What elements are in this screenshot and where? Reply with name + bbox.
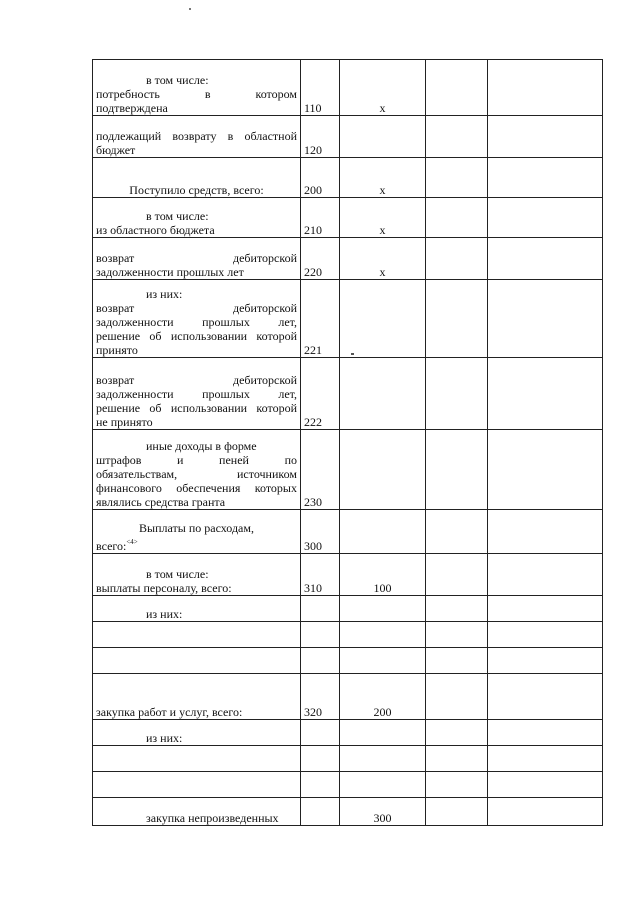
row-name-line: принято [96, 343, 138, 357]
empty-value-cell [426, 798, 488, 826]
empty-value-cell [488, 674, 603, 720]
row-code-cell: 310 [301, 554, 340, 596]
row-name-line: возврат дебиторской [96, 373, 297, 387]
row-code-cell: 300 [301, 510, 340, 554]
row-value-cell [340, 280, 426, 358]
row-name-cell [93, 358, 301, 430]
empty-value-cell [488, 554, 603, 596]
table-row [93, 238, 603, 280]
empty-value-cell [488, 798, 603, 826]
row-name-cell [93, 510, 301, 554]
row-name-line [96, 633, 297, 647]
row-value-cell [340, 430, 426, 510]
row-name-line: задолженности прошлых лет, [96, 315, 297, 329]
table-row [93, 554, 603, 596]
row-code-cell: 222 [301, 358, 340, 430]
row-code-cell: 230 [301, 430, 340, 510]
row-name-line: Поступило средств, всего: [129, 183, 264, 197]
row-name-line: задолженности прошлых лет, [96, 387, 297, 401]
empty-value-cell [488, 238, 603, 280]
row-name-line: закупка непроизведенных [146, 811, 279, 825]
row-code-cell [301, 746, 340, 772]
empty-value-cell [426, 198, 488, 238]
row-name-line: решение об использовании которой [96, 329, 297, 343]
row-name-line: в том числе: [146, 567, 209, 581]
empty-value-cell [488, 648, 603, 674]
row-name-line: задолженности прошлых лет [96, 265, 244, 279]
row-value-cell [340, 772, 426, 798]
row-value-cell [340, 116, 426, 158]
table-row [93, 198, 603, 238]
table-row [93, 430, 603, 510]
row-name-line: в том числе: [146, 209, 209, 223]
row-value-cell: x [340, 198, 426, 238]
row-name-cell [93, 596, 301, 622]
row-name-line: подтверждена [96, 101, 168, 115]
row-code-cell: 200 [301, 158, 340, 198]
empty-value-cell [426, 60, 488, 116]
empty-value-cell [488, 158, 603, 198]
row-name-line [96, 757, 297, 771]
row-name-line: всего:$^{<4>}$ [96, 538, 138, 553]
row-code-cell [301, 622, 340, 648]
scan-speck [189, 8, 191, 10]
empty-value-cell [488, 510, 603, 554]
row-name-line [96, 783, 297, 797]
row-name-cell [93, 158, 301, 198]
row-value-cell [340, 622, 426, 648]
empty-value-cell [488, 596, 603, 622]
row-value-cell: x [340, 60, 426, 116]
empty-value-cell [426, 596, 488, 622]
empty-value-cell [426, 430, 488, 510]
table-row [93, 720, 603, 746]
table-row [93, 60, 603, 116]
row-name-cell [93, 60, 301, 116]
row-name-line: финансового обеспечения которых [96, 481, 297, 495]
row-code-cell: 221 [301, 280, 340, 358]
row-name-cell [93, 720, 301, 746]
footnote-ref: <4> [126, 538, 138, 546]
row-value-cell: 200 [340, 674, 426, 720]
row-value-cell: 300 [340, 798, 426, 826]
empty-value-cell [488, 280, 603, 358]
row-name-line: Выплаты по расходам, [139, 521, 254, 535]
row-name-line: являлись средства гранта [96, 495, 226, 509]
row-value-cell [340, 358, 426, 430]
row-value-cell [340, 746, 426, 772]
row-name-line: закупка работ и услуг, всего: [96, 705, 243, 719]
row-name-line: из них: [146, 607, 183, 621]
table-row [93, 358, 603, 430]
row-name-line: обязательствам, источником [96, 467, 297, 481]
row-code-cell [301, 648, 340, 674]
row-code-cell: 220 [301, 238, 340, 280]
table-row [93, 746, 603, 772]
empty-value-cell [488, 720, 603, 746]
row-code-cell: 120 [301, 116, 340, 158]
table-row [93, 772, 603, 798]
row-name-line: из них: [146, 731, 183, 745]
row-code-cell: 210 [301, 198, 340, 238]
empty-value-cell [426, 280, 488, 358]
row-name-line: не принято [96, 415, 153, 429]
row-code-cell [301, 596, 340, 622]
table-row [93, 510, 603, 554]
table-row [93, 158, 603, 198]
empty-value-cell [426, 674, 488, 720]
empty-value-cell [488, 198, 603, 238]
row-name-line: иные доходы в форме [146, 439, 257, 453]
empty-value-cell [426, 622, 488, 648]
empty-value-cell [488, 60, 603, 116]
row-name-line: выплаты персоналу, всего: [96, 581, 232, 595]
row-name-line: потребность в котором [96, 87, 297, 101]
report-table [92, 59, 603, 826]
empty-value-cell [426, 746, 488, 772]
row-name-cell [93, 746, 301, 772]
row-value-cell: x [340, 158, 426, 198]
row-code-cell [301, 798, 340, 826]
row-name-cell [93, 280, 301, 358]
empty-value-cell [488, 358, 603, 430]
empty-value-cell [488, 430, 603, 510]
empty-value-cell [426, 158, 488, 198]
row-name-line: возврат дебиторской [96, 251, 297, 265]
table-row [93, 648, 603, 674]
row-name-line: из областного бюджета [96, 223, 215, 237]
row-value-cell [340, 648, 426, 674]
table-row [93, 280, 603, 358]
row-name-line: подлежащий возврату в областной [96, 129, 297, 143]
row-name-cell [93, 116, 301, 158]
empty-value-cell [426, 358, 488, 430]
empty-value-cell [426, 772, 488, 798]
row-name-cell [93, 772, 301, 798]
row-name-cell [93, 554, 301, 596]
table-row [93, 674, 603, 720]
table-row [93, 116, 603, 158]
empty-value-cell [488, 772, 603, 798]
table-row [93, 798, 603, 826]
row-name-line [96, 659, 297, 673]
empty-value-cell [426, 510, 488, 554]
empty-value-cell [488, 116, 603, 158]
row-code-cell [301, 772, 340, 798]
row-value-cell [340, 720, 426, 746]
row-value-cell [340, 510, 426, 554]
row-name-cell [93, 674, 301, 720]
row-value-cell [340, 596, 426, 622]
row-name-line: бюджет [96, 143, 136, 157]
row-name-line: решение об использовании которой [96, 401, 297, 415]
empty-value-cell [426, 648, 488, 674]
row-value-cell: x [340, 238, 426, 280]
empty-value-cell [426, 238, 488, 280]
row-name-cell [93, 238, 301, 280]
empty-value-cell [426, 554, 488, 596]
empty-value-cell [488, 746, 603, 772]
row-code-cell: 320 [301, 674, 340, 720]
row-name-line: штрафов и пеней по [96, 453, 297, 467]
row-name-line: из них: [146, 287, 183, 301]
report-table-body [93, 60, 603, 826]
empty-value-cell [426, 720, 488, 746]
row-name-cell [93, 648, 301, 674]
row-name-cell [93, 198, 301, 238]
empty-value-cell [488, 622, 603, 648]
row-code-cell: 110 [301, 60, 340, 116]
row-code-cell [301, 720, 340, 746]
empty-value-cell [426, 116, 488, 158]
table-row [93, 622, 603, 648]
row-name-cell [93, 622, 301, 648]
row-value-cell: 100 [340, 554, 426, 596]
row-name-cell [93, 798, 301, 826]
row-name-line: в том числе: [146, 73, 209, 87]
table-row [93, 596, 603, 622]
row-name-line: возврат дебиторской [96, 301, 297, 315]
row-name-cell [93, 430, 301, 510]
